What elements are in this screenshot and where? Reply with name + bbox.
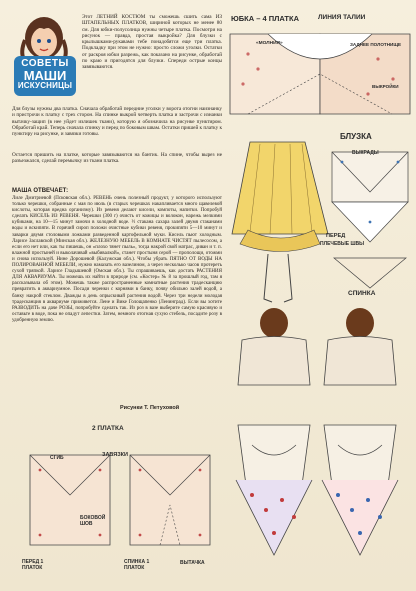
label-front-scarf: ПЕРЕД 1 ПЛАТОК: [22, 559, 44, 571]
logo-badge: [14, 56, 76, 96]
label-ties: ЗАВЯЗКИ: [102, 452, 128, 458]
label-waist: ЛИНИЯ ТАЛИИ: [318, 14, 366, 21]
label-two-scarves: 2 ПЛАТКА: [92, 425, 124, 432]
label-side-seam: БОКОВОЙ ШОВ: [80, 515, 106, 527]
label-blouse: БЛУЗКА: [340, 132, 372, 141]
skirt-pattern-diagram: [228, 14, 412, 134]
label-shoulder-seams: ПЛЕЧЕВЫЕ ШВЫ: [320, 241, 365, 247]
label-zipper: «МОЛНИЯ»: [256, 41, 283, 46]
answers-title: МАША ОТВЕЧАЕТ:: [12, 188, 69, 194]
label-back-scarf: СПИНКА 1 ПЛАТОК: [124, 559, 150, 571]
logo-line2: МАШИ: [23, 68, 67, 83]
blouse-models-illustration: [232, 305, 410, 585]
label-skirt: ЮБКА – 4 ПЛАТКА: [231, 14, 299, 23]
intro-text: Этот ЛЕТНИЙ КОСТЮМ ты сможешь сшить сама ИЗ ШТАПЕЛЬНЫХ ПЛАТКОВ, шириной которых не менее 80 см. Для юбки-полусолнца нужны четыре платка. Посмотри на рисунок — правда, простая выкройка? Для блузки с крылышками-рукавами тебе понадобятся еще три платка. Подкладку при этом не нужно: просто сложи уголки. Остатки от раскроя юбки разрежь, как показано на рисунке, обработай по краю и пригодятся для блузки. Спереди острые концы завязываются.: [82, 14, 222, 71]
label-back: СПИНКА: [348, 290, 376, 297]
label-fold: СГИБ: [50, 455, 64, 461]
illustration-credit: Рисунки Т. Петуховой: [120, 405, 180, 411]
skirt-figure-illustration: [230, 134, 330, 309]
label-front: ПЕРЕД: [326, 233, 346, 239]
label-dart: ВЫТАЧКА: [180, 560, 205, 566]
label-cutouts: ВЫКРОЙКИ: [372, 84, 399, 89]
label-neckline: ВЫКРАДЫ: [352, 150, 379, 156]
label-back-panel: ЗАДНЕЕ ПОЛОТНИЩЕ: [350, 42, 402, 47]
tie-instructions: Остается пришить на платке, которые завязываются на бантик. На спине, чтобы вырез не разъезжался, сделай перемычку из ткани платка.: [12, 152, 222, 165]
blouse-instructions: Для блузы нужны два платка. Сначала обработай передние уголки у ворота отогни наизнанку и пристрочи к платку с трех сторон. На спинке выкрой четверть платка и застрочи с изнанки вытачку-защип (в нее уйдет излишек ткани), которую я обозначила на рисунке пунктиром. Обработай край. Теперь сначала спинку и перед по боковым швам. Остатки пришей к платку к пунктиру на рисунке, и завязки готовы.: [12, 106, 222, 138]
answers-text: Лиле Дмитриевой (Псковская обл.). РЕВЕНЬ очень полезный продукт, у которого используют только черешки, собранные с мая по июль (в старых черешках накапливается много щавелевой кислоты, которая вредна организму). Из ревеня делают кисели, компоты, напитки. Попробуй сделать КИСЕЛЬ ИЗ РЕВЕНЯ. Черешки (300 г) очисть от кожицы и волокон, нарежь мелкими кубиками, на 10—15 минут замочи в холодной воде. ½ стакана сахара залей двумя стаканами воды и вскипяти. В горячий сироп положи очистные кубики ревеня, прокипяти 5—10 минут и заварки двумя столовыми ложками разведенной картофельной муки. Кисель пьют холодным. Ларисе Заславской (Минская обл.). ЖЕЛЕЗНУЮ МЕБЕЛЬ В КОМНАТЕ ЧИСТЯТ пылесосом, а если его нет или, как ты пишешь, он «плохо тянет пыль», тогда накрой свой матрас, диван и т. п. влажной простыней и выколачивай «выбивалкой», станет простыня серой — прополощи, отожми и снова используй. Нине Дорошевой (Калужская обл.). Чтобы убрать ПЯТНО ОТ ВОДЫ НА ПОЛИРОВАННОЙ МЕБЕЛИ, нужно намазать его вазелином, а через несколько часов протереть сухой тряпкой. Ларисе Гладышевой (Омская обл.). Ты спрашиваешь, как достать РАСТЕНИЯ ДЛЯ АКВАРИУМА. Ты можешь их найти в природе (см. «Костер» № 8 за прошлый год, там я рассказывала об этом). Можешь также распространенные комнатные растения традесканцию превратить в аквариумное. Посади черенки с корнями в банку, почву обильно залей водой, а банку накрой стеклом. Дважды в день опрыскивай растения водой. Через три недели молодая традесканция в аквариуме приживется. Лене и Вике Голощапенко (Ленинград). Если вы хотите РАЗВОДИТЬ на даче РОЗЫ, попробуйте сделать так. Из роз в вазе выберите самую красивую и оставьте в воде, пока не опадут лепестки. Затем, немного отогнав сухую стебель, посадите розу в удобренную землю.: [12, 196, 222, 323]
blouse-back-piece: [332, 252, 408, 292]
logo-line1: СОВЕТЫ: [21, 58, 69, 69]
logo-line3: ИСКУСНИЦЫ: [17, 81, 73, 90]
